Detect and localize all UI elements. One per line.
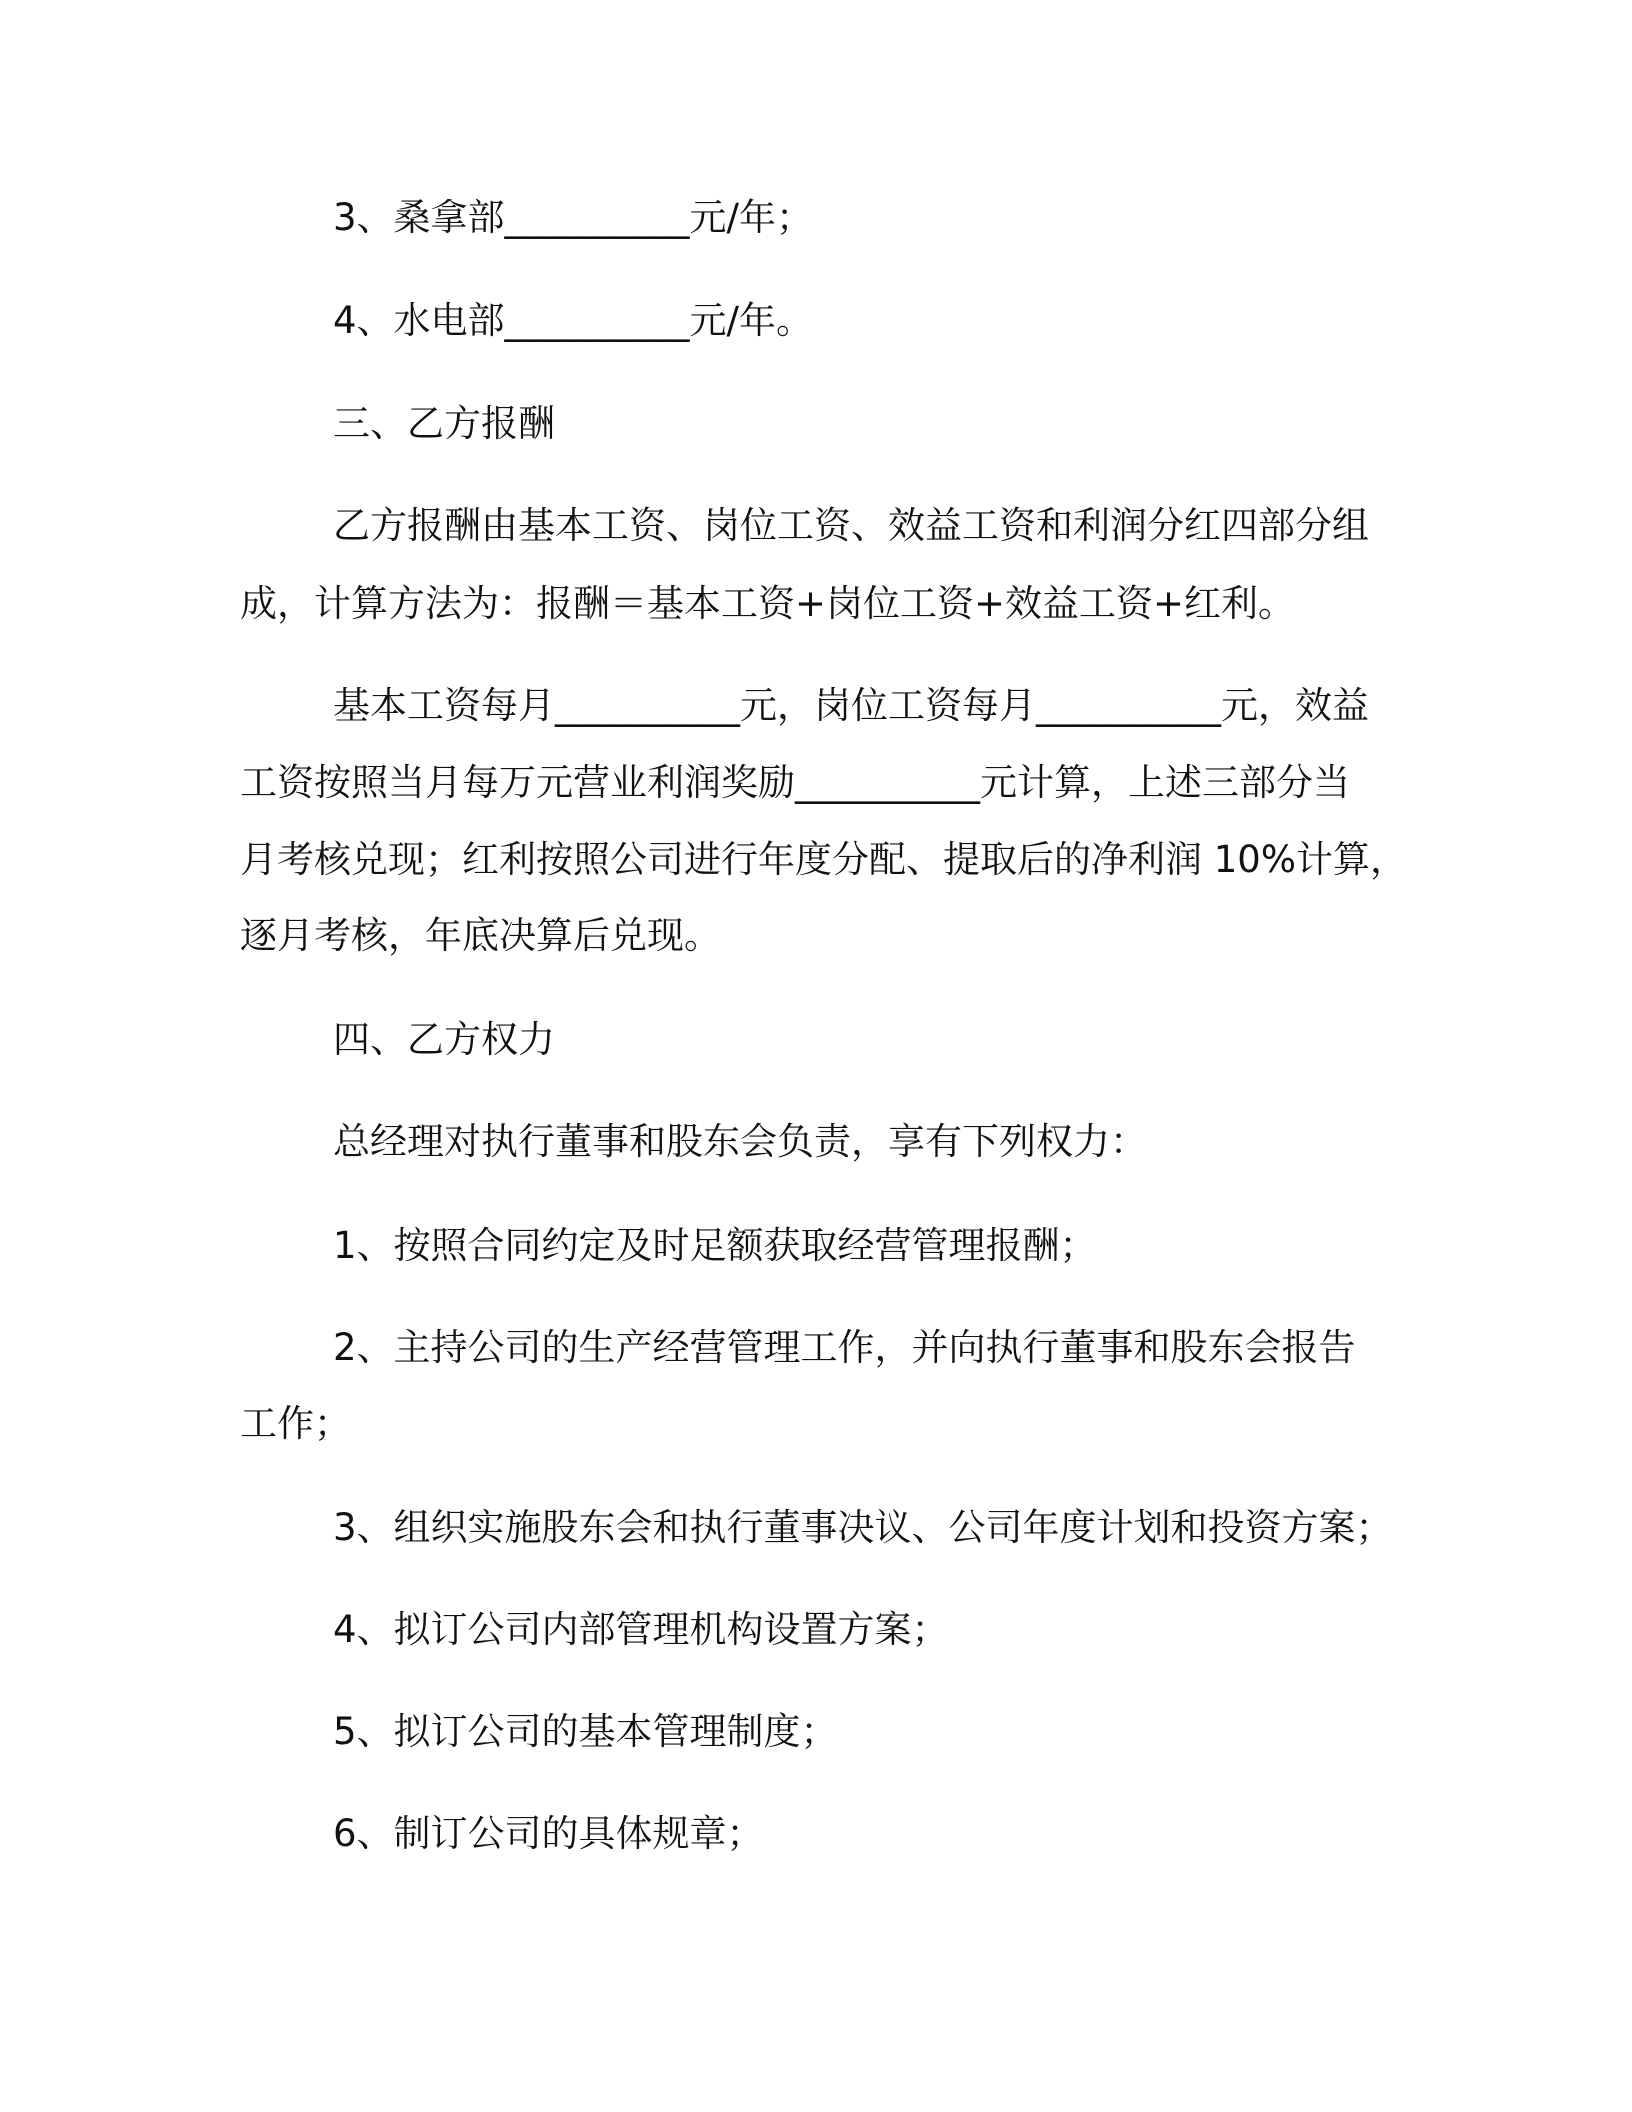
section-heading-compensation: 三、乙方报酬 <box>333 402 555 445</box>
power-item-5: 5、拟订公司的基本管理制度； <box>333 1710 838 1753</box>
paragraph-compensation-line-2: 成，计算方法为：报酬＝基本工资+岗位工资+效益工资+红利。 <box>240 582 1296 625</box>
section-heading-powers: 四、乙方权力 <box>333 1018 555 1061</box>
paragraph-compensation-line-1: 乙方报酬由基本工资、岗位工资、效益工资和利润分红四部分组 <box>333 504 1369 547</box>
power-item-3: 3、组织实施股东会和执行董事决议、公司年度计划和投资方案； <box>333 1506 1393 1549</box>
power-item-2-line-2: 工作； <box>240 1402 351 1445</box>
paragraph-salary-line-2: 工资按照当月每万元营业利润奖励__________元计算，上述三部分当 <box>240 761 1350 804</box>
paragraph-salary-line-1: 基本工资每月__________元，岗位工资每月__________元，效益 <box>333 684 1369 727</box>
paragraph-salary-line-4: 逐月考核，年底决算后兑现。 <box>240 914 721 957</box>
power-item-4: 4、拟订公司内部管理机构设置方案； <box>333 1608 949 1651</box>
item-sauna-dept: 3、桑拿部__________元/年； <box>333 196 814 239</box>
power-item-2-line-1: 2、主持公司的生产经营管理工作，并向执行董事和股东会报告 <box>333 1326 1356 1369</box>
paragraph-powers-intro: 总经理对执行董事和股东会负责，享有下列权力： <box>333 1120 1147 1163</box>
item-water-electric-dept: 4、水电部__________元/年。 <box>333 299 814 342</box>
power-item-6: 6、制订公司的具体规章； <box>333 1812 764 1855</box>
power-item-1: 1、按照合同约定及时足额获取经营管理报酬； <box>333 1224 1097 1267</box>
paragraph-salary-line-3: 月考核兑现；红利按照公司进行年度分配、提取后的净利润 10%计算， <box>240 838 1407 881</box>
